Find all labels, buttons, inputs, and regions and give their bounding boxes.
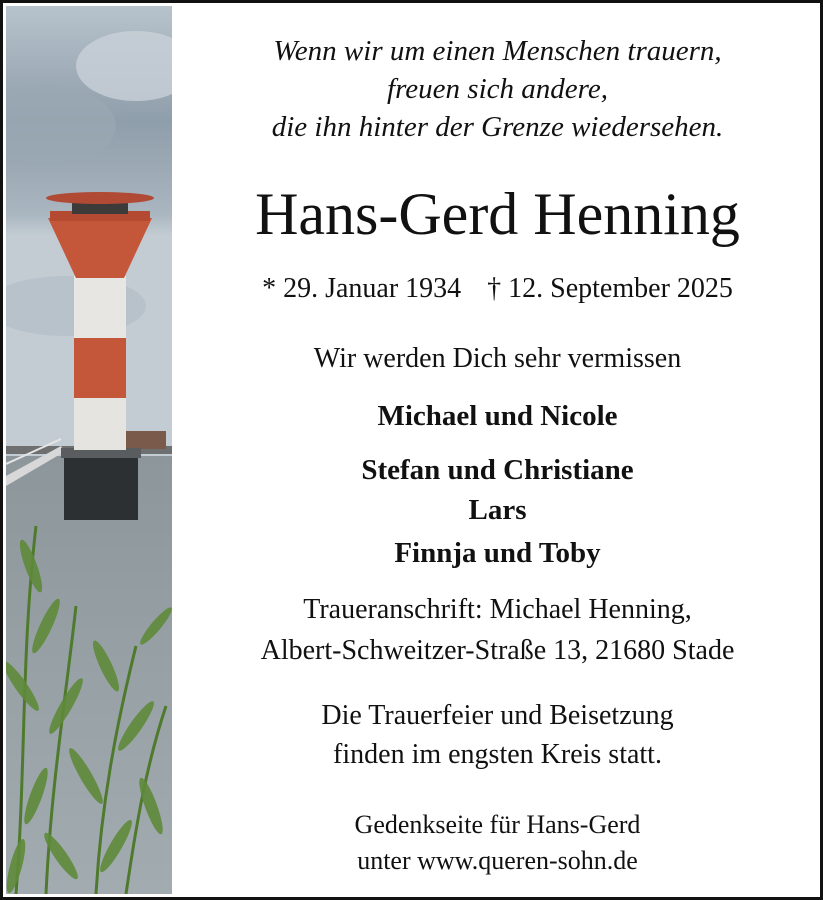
- death-date: † 12. September 2025: [487, 273, 733, 304]
- quote-line-1: Wenn wir um einen Menschen trauern,: [273, 35, 722, 67]
- address-line-1: Traueranschrift: Michael Henning,: [303, 594, 692, 625]
- deceased-name: Hans-Gerd Henning: [255, 181, 740, 247]
- memorial-line-1: Gedenkseite für Hans-Gerd: [354, 810, 641, 839]
- family-member-1: Michael und Nicole: [377, 400, 618, 432]
- life-dates: [175, 272, 820, 306]
- family-member-2: Stefan und Christiane: [361, 454, 634, 486]
- funeral-line-2: finden im engsten Kreis statt.: [333, 739, 662, 770]
- miss-line: Wir werden Dich sehr vermissen: [313, 343, 682, 374]
- quote-line-3: die ihn hinter der Grenze wiedersehen.: [271, 111, 724, 143]
- quote-line-2: freuen sich andere,: [387, 73, 608, 105]
- family-member-3: Lars: [468, 494, 527, 526]
- birth-date: * 29. Januar 1934: [262, 273, 462, 304]
- funeral-line-1: Die Trauerfeier und Beisetzung: [321, 700, 674, 731]
- memorial-line-2: unter www.queren-sohn.de: [357, 846, 638, 875]
- address-line-2: Albert-Schweitzer-Straße 13, 21680 Stade: [260, 635, 735, 666]
- lighthouse-photo: [6, 6, 172, 894]
- obituary-text: [175, 3, 820, 897]
- family-member-4: Finnja und Toby: [394, 537, 601, 569]
